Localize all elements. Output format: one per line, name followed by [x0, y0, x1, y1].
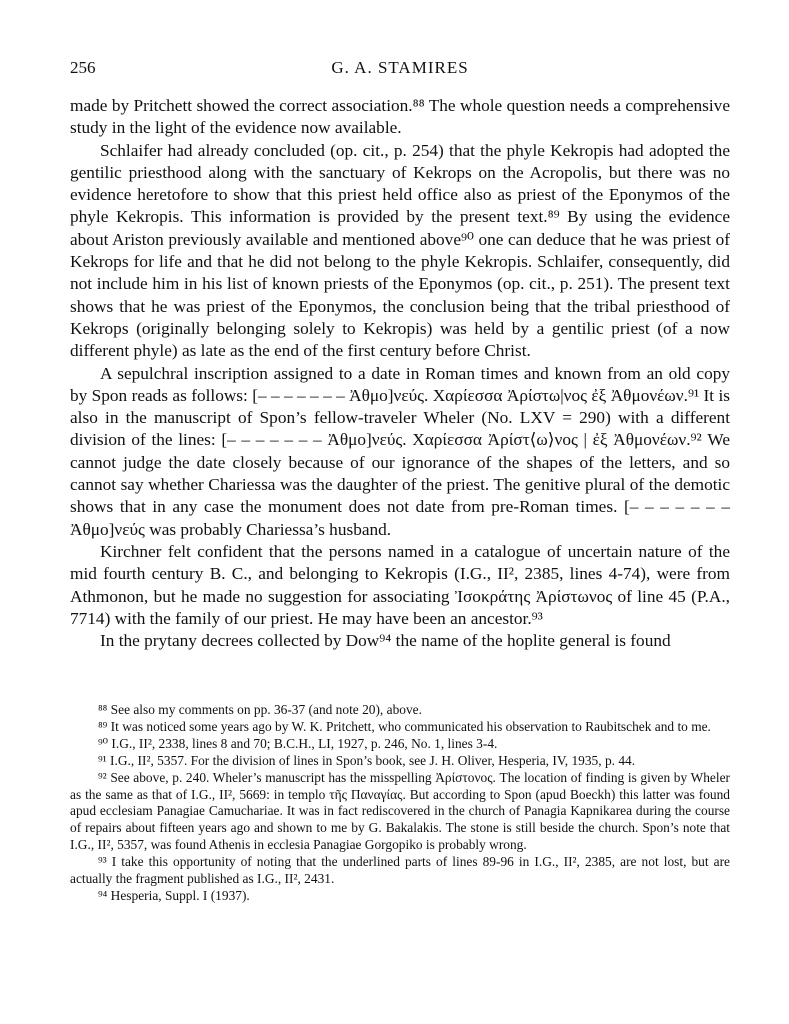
paragraph-schlaifer: Schlaifer had already concluded (op. cit., p. 254) that the phyle Kekropis had adopted the gentilic priesthood along with the sanctuary of Kekrops on the Acropolis, but there was no evidence heretofore to show that this priest held office also as priest of the Eponymos of the phyle Kekropis. This information is provided by the present text.⁸⁹ By using the evidence about Ariston previously available and mentioned above⁹⁰ one can deduce that he was priest of Kekrops for life and that he did not belong to the phyle Kekropis. Schlaifer, consequently, did not include him in his list of known priests of the Eponymos (op. cit., p. 251). The present text shows that he was priest of the Eponymos, the conclusion being that the tribal priesthood of Kekrops (originally belonging solely to Kekropis) was held by a gentilic priest (of a now different phyle) as late as the end of the first century before Christ.	[70, 140, 730, 361]
footnote-94: ⁹⁴ Hesperia, Suppl. I (1937).	[98, 887, 250, 903]
paragraph-kirchner: Kirchner felt confident that the persons named in a catalogue of uncertain nature of the mid fourth century B. C., and belonging to Kekropis (I.G., II², 2385, lines 4-74), were from Athmonon, but he made no suggestion for associating Ἰσοκράτης Ἀρίστωνος of line 45 (P.A., 7714) with the family of our priest. He may have been an ancestor.⁹³	[70, 541, 730, 628]
footnote-89: ⁸⁹ It was noticed some years ago by W. K. Pritchett, who communicated his observation to Raubitschek and to me.	[98, 718, 711, 734]
footnote-93: ⁹³ I take this opportunity of noting that the underlined parts of lines 89-96 in I.G., II², 2385, are not lost, but are actually the fragment published as I.G., II², 2431.	[70, 854, 730, 887]
footnote-88: ⁸⁸ See also my comments on pp. 36-37 (and note 20), above.	[98, 702, 422, 717]
paragraph-sepulchral-inscription: A sepulchral inscription assigned to a date in Roman times and known from an old copy by Spon reads as follows: [– – – – – – – Ἀθμο]νεύς. Χαρίεσσα Ἀρίστω|νος ἐξ Ἀθμονέων.⁹¹ It is also in the manuscript of Spon’s fellow-traveler Wheler (No. LXV = 290) with a different division of the lines: [– – – – – – – Ἀθμο]νεύς. Χαρίεσσα Ἀρίστ⟨ω⟩νος | ἐξ Ἀθμονέων.⁹² We cannot judge the date closely because of our ignorance of the shapes of the letters, and so cannot say whether Chariessa was the daughter of the priest. The genitive plural of the demotic shows that in any case the monument does not date from pre-Roman times. [– – – – – – – Ἀθμο]νεύς was probably Chariessa’s husband.	[70, 363, 730, 539]
running-head	[70, 58, 730, 82]
footnote-92: ⁹² See above, p. 240. Wheler’s manuscript has the misspelling Ἀρίστονος. The location of finding is given by Wheler as the same as that of I.G., II², 5669: in templo τῆς Παναγίας. But according to Spon (apud Boeckh) this latter was found apud ecclesiam Panagiae Camuchariae. It was in fact rediscovered in the church of Panagia Kapnikarea during the course of repairs about fifteen years ago and shown to me by G. Bakalakis. The stone is still beside the church. Spon’s note that I.G., II², 5357, was found Athenis in ecclesia Panagiae Gorgopiko is probably wrong.	[70, 769, 730, 853]
paragraph-continuation: made by Pritchett showed the correct association.⁸⁸ The whole question needs a comprehensive study in the light of the evidence now available.	[70, 96, 730, 138]
footnote-91: ⁹¹ I.G., II², 5357. For the division of lines in Spon’s book, see J. H. Oliver, Hesperia, IV, 1935, p. 44.	[98, 752, 636, 768]
footnotes	[70, 702, 730, 905]
page-number: 256	[70, 58, 96, 77]
running-title: G. A. STAMIRES	[331, 58, 469, 77]
body-text	[70, 95, 730, 652]
footnote-90: ⁹⁰ I.G., II², 2338, lines 8 and 70; B.C.H., LI, 1927, p. 246, No. 1, lines 3-4.	[98, 735, 498, 751]
paragraph-prytany-decrees: In the prytany decrees collected by Dow⁹⁴ the name of the hoplite general is found	[100, 631, 671, 651]
